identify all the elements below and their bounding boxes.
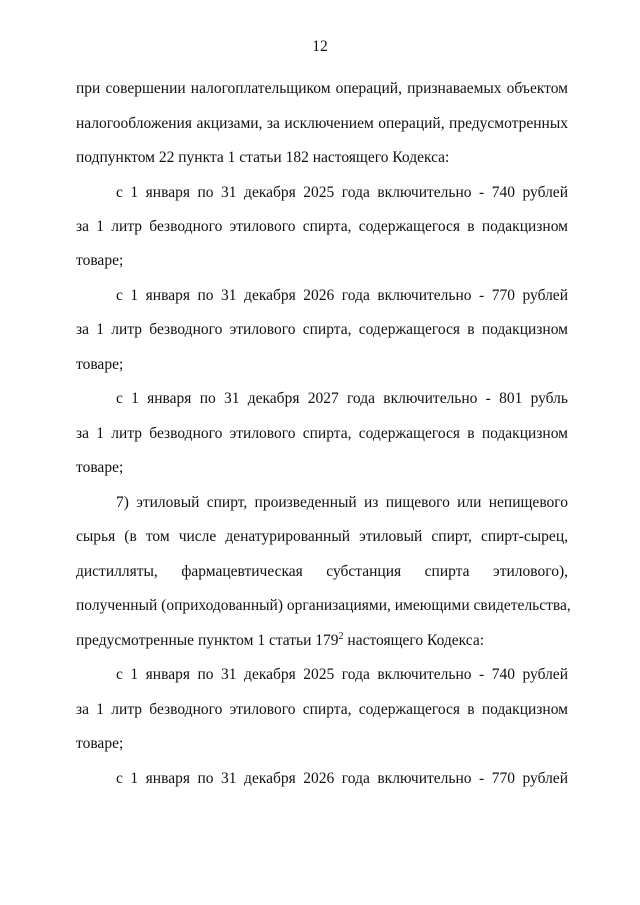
text-line: с 1 января по 31 декабря 2025 года включительно - 740 рублей (116, 184, 568, 201)
text-line: 7) этиловый спирт, произведенный из пищевого или непищевого (116, 494, 568, 511)
text-line: с 1 января по 31 декабря 2026 года включительно - 770 рублей (116, 770, 568, 787)
text-line: с 1 января по 31 декабря 2025 года включительно - 740 рублей (116, 666, 568, 683)
text-segment: предусмотренные пунктом 1 статьи 179 (76, 632, 339, 649)
text-line (76, 631, 568, 651)
text-line: с 1 января по 31 декабря 2027 года включительно - 801 рубль (116, 390, 568, 407)
text-line: налогообложения акцизами, за исключением операций, предусмотренных (76, 115, 568, 132)
page-number: 12 (312, 38, 328, 55)
text-line: полученный (оприходованный) организациями, имеющими свидетельства, (76, 597, 571, 614)
text-line: товаре; (76, 459, 124, 476)
text-line: дистилляты, фармацевтическая субстанция спирта этилового), (76, 563, 568, 580)
text-line: при совершении налогоплательщиком операций, признаваемых объектом (76, 80, 568, 97)
text-segment: настоящего Кодекса: (343, 632, 485, 649)
superscript: 2 (338, 631, 344, 642)
text-line: за 1 литр безводного этилового спирта, содержащегося в подакцизном (76, 218, 568, 235)
text-line: с 1 января по 31 декабря 2026 года включительно - 770 рублей (116, 287, 568, 304)
text-line: за 1 литр безводного этилового спирта, содержащегося в подакцизном (76, 425, 568, 442)
text-line: подпунктом 22 пункта 1 статьи 182 настоящего Кодекса: (76, 149, 450, 166)
text-line: за 1 литр безводного этилового спирта, содержащегося в подакцизном (76, 321, 568, 338)
text-line: товаре; (76, 356, 124, 373)
text-line: за 1 литр безводного этилового спирта, содержащегося в подакцизном (76, 701, 568, 718)
text-line: товаре; (76, 735, 124, 752)
text-line: сырья (в том числе денатурированный этиловый спирт, спирт-сырец, (76, 528, 568, 545)
text-line: товаре; (76, 252, 124, 269)
